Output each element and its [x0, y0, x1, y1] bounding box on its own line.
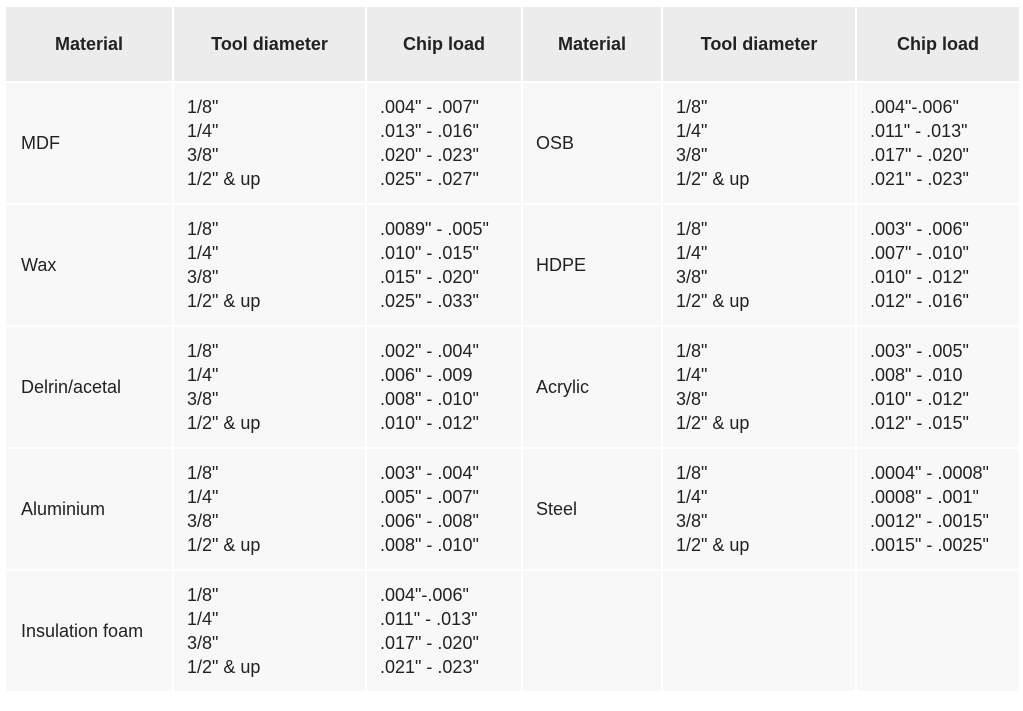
table-row — [6, 571, 1019, 691]
tool-diameter-cell-line: 1/4" — [187, 243, 219, 263]
tool-diameter-cell-line: 1/2" & up — [187, 657, 261, 677]
tool-diameter-cell-line: 3/8" — [676, 267, 708, 287]
tool-diameter-cell-line: 1/4" — [676, 365, 708, 385]
chip-load-cell-line: .006" - .009 — [380, 365, 473, 385]
header-row — [6, 7, 1019, 81]
chip-load-cell-line: .010" - .012" — [380, 413, 479, 433]
header-tool-diameter: Tool diameter — [174, 7, 365, 81]
tool-diameter-cell-line: 3/8" — [676, 145, 708, 165]
tool-diameter-cell-line: 1/4" — [676, 243, 708, 263]
chip-load-cell-line: .017" - .020" — [380, 633, 479, 653]
chip-load-cell-line: .002" - .004" — [380, 341, 479, 361]
tool-diameter-cell-line: 1/8" — [187, 219, 219, 239]
header-tool-diameter: Tool diameter — [663, 7, 855, 81]
tool-diameter-cell-line: 1/2" & up — [187, 169, 261, 189]
tool-diameter-cell — [174, 571, 365, 691]
chip-load-cell — [857, 449, 1019, 569]
tool-diameter-cell-line: 1/4" — [187, 121, 219, 141]
chip-load-cell-line: .004"-.006" — [870, 97, 959, 117]
tool-diameter-cell-line: 1/4" — [676, 487, 708, 507]
material-cell: HDPE — [523, 205, 661, 325]
chip-load-cell-line: .0015" - .0025" — [870, 535, 989, 555]
tool-diameter-cell-line: 1/8" — [676, 97, 708, 117]
chip-load-cell-line: .012" - .015" — [870, 413, 969, 433]
chip-load-cell-line: .008" - .010" — [380, 389, 479, 409]
chip-load-cell-line: .020" - .023" — [380, 145, 479, 165]
tool-diameter-cell-line: 1/8" — [187, 463, 219, 483]
header-chip-load: Chip load — [857, 7, 1019, 81]
material-cell: MDF — [6, 83, 172, 203]
material-cell: Steel — [523, 449, 661, 569]
tool-diameter-cell-line: 1/4" — [187, 609, 219, 629]
chip-load-cell-line: .010" - .012" — [870, 389, 969, 409]
tool-diameter-cell-line: 1/8" — [187, 585, 219, 605]
tool-diameter-cell — [174, 83, 365, 203]
chip-load-cell-line: .021" - .023" — [870, 169, 969, 189]
tool-diameter-cell-line: 1/4" — [187, 487, 219, 507]
chip-load-cell-line: .004" - .007" — [380, 97, 479, 117]
tool-diameter-cell-line: 1/2" & up — [676, 413, 750, 433]
chip-load-cell-line: .015" - .020" — [380, 267, 479, 287]
tool-diameter-cell-line: 1/8" — [187, 97, 219, 117]
chip-load-cell-line: .008" - .010 — [870, 365, 963, 385]
tool-diameter-cell-line: 1/8" — [187, 341, 219, 361]
chip-load-cell-line: .0089" - .005" — [380, 219, 489, 239]
tool-diameter-cell-line: 3/8" — [187, 511, 219, 531]
chip-load-cell — [857, 83, 1019, 203]
header-material: Material — [6, 7, 172, 81]
table-row — [6, 83, 1019, 203]
table-row — [6, 449, 1019, 569]
material-cell: Wax — [6, 205, 172, 325]
chip-load-table — [4, 5, 1021, 693]
chip-load-cell-line: .025" - .033" — [380, 291, 479, 311]
chip-load-cell — [367, 449, 521, 569]
chip-load-cell-line: .003" - .006" — [870, 219, 969, 239]
tool-diameter-cell-line: 1/2" & up — [187, 535, 261, 555]
chip-load-cell — [367, 327, 521, 447]
chip-load-cell-line: .017" - .020" — [870, 145, 969, 165]
header-material: Material — [523, 7, 661, 81]
tool-diameter-cell — [663, 449, 855, 569]
tool-diameter-cell-line: 3/8" — [187, 633, 219, 653]
tool-diameter-cell-line: 3/8" — [676, 389, 708, 409]
tool-diameter-cell-line: 1/2" & up — [676, 535, 750, 555]
tool-diameter-cell — [663, 83, 855, 203]
chip-load-cell-line: .0012" - .0015" — [870, 511, 989, 531]
chip-load-cell-line: .010" - .015" — [380, 243, 479, 263]
chip-load-cell-line: .006" - .008" — [380, 511, 479, 531]
chip-load-cell — [857, 205, 1019, 325]
tool-diameter-cell-line: 1/2" & up — [187, 291, 261, 311]
chip-load-cell-line: .007" - .010" — [870, 243, 969, 263]
chip-load-cell-line: .010" - .012" — [870, 267, 969, 287]
chip-load-cell-line: .021" - .023" — [380, 657, 479, 677]
chip-load-cell-line: .013" - .016" — [380, 121, 479, 141]
chip-load-cell — [367, 571, 521, 691]
tool-diameter-cell-line: 1/2" & up — [676, 291, 750, 311]
tool-diameter-cell-line: 1/4" — [187, 365, 219, 385]
chip-load-cell-line: .0004" - .0008" — [870, 463, 989, 483]
tool-diameter-cell-line: 1/8" — [676, 341, 708, 361]
tool-diameter-cell-line: 1/2" & up — [676, 169, 750, 189]
chip-load-cell-line: .0008" - .001" — [870, 487, 979, 507]
tool-diameter-cell-line: 3/8" — [187, 389, 219, 409]
table-row — [6, 327, 1019, 447]
header-chip-load: Chip load — [367, 7, 521, 81]
chip-load-cell-line: .003" - .004" — [380, 463, 479, 483]
chip-load-cell-line: .005" - .007" — [380, 487, 479, 507]
chip-load-cell — [367, 83, 521, 203]
tool-diameter-cell-line: 1/4" — [676, 121, 708, 141]
chip-load-cell-line: .011" - .013" — [870, 121, 968, 141]
tool-diameter-cell — [174, 449, 365, 569]
material-cell: OSB — [523, 83, 661, 203]
chip-load-cell — [367, 205, 521, 325]
empty-cell — [663, 571, 855, 691]
chip-load-cell — [857, 327, 1019, 447]
material-cell: Acrylic — [523, 327, 661, 447]
tool-diameter-cell-line: 3/8" — [676, 511, 708, 531]
material-cell: Aluminium — [6, 449, 172, 569]
empty-cell — [857, 571, 1019, 691]
chip-load-cell-line: .004"-.006" — [380, 585, 469, 605]
chip-load-cell-line: .011" - .013" — [380, 609, 478, 629]
tool-diameter-cell-line: 3/8" — [187, 145, 219, 165]
chip-load-cell-line: .025" - .027" — [380, 169, 479, 189]
chip-load-cell-line: .003" - .005" — [870, 341, 969, 361]
material-cell: Delrin/acetal — [6, 327, 172, 447]
chip-load-cell-line: .012" - .016" — [870, 291, 969, 311]
empty-cell — [523, 571, 661, 691]
tool-diameter-cell-line: 1/2" & up — [187, 413, 261, 433]
tool-diameter-cell — [174, 327, 365, 447]
tool-diameter-cell — [174, 205, 365, 325]
material-cell: Insulation foam — [6, 571, 172, 691]
table-row — [6, 205, 1019, 325]
tool-diameter-cell — [663, 205, 855, 325]
chip-load-cell-line: .008" - .010" — [380, 535, 479, 555]
tool-diameter-cell-line: 1/8" — [676, 219, 708, 239]
tool-diameter-cell-line: 1/8" — [676, 463, 708, 483]
tool-diameter-cell-line: 3/8" — [187, 267, 219, 287]
tool-diameter-cell — [663, 327, 855, 447]
